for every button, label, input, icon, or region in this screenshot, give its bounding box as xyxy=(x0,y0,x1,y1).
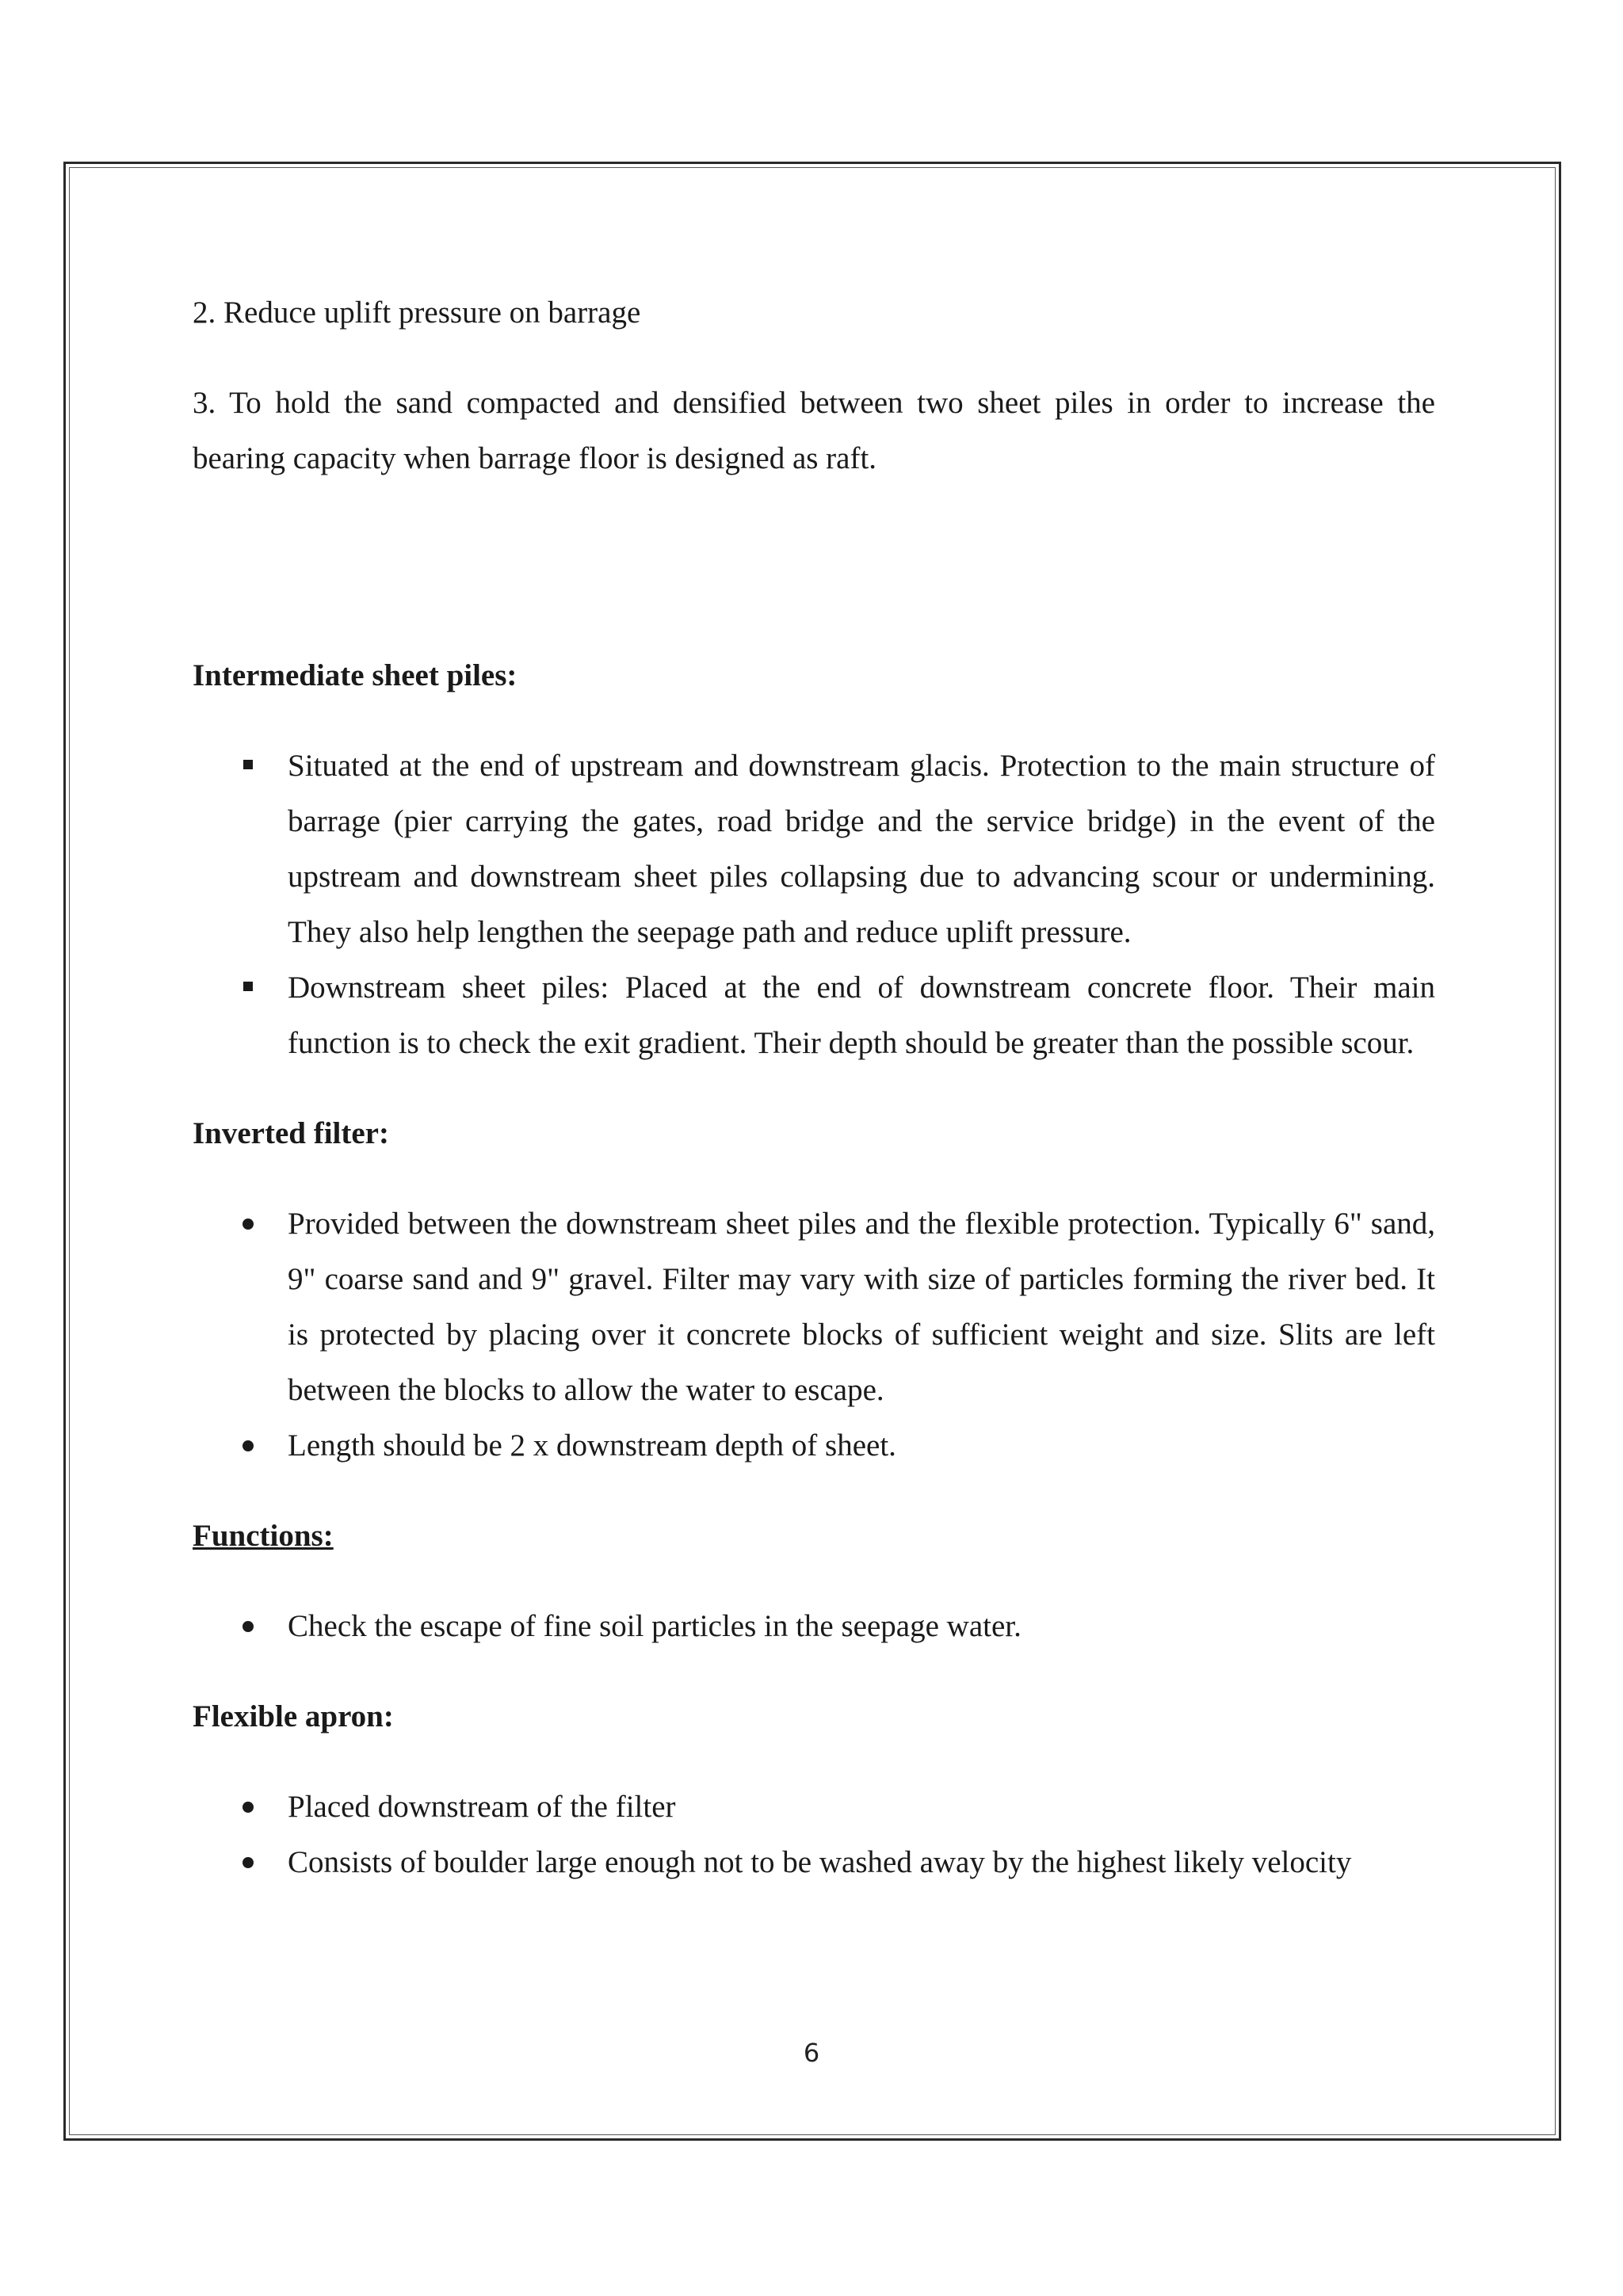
inverted-filter-list xyxy=(193,1196,1435,1474)
list-item: Length should be 2 x downstream depth of sheet. xyxy=(288,1428,896,1463)
heading-flexible-apron: Flexible apron: xyxy=(193,1699,394,1733)
list-item: Consists of boulder large enough not to be washed away by the highest likely velocity xyxy=(288,1845,1352,1879)
heading-inverted-filter: Inverted filter: xyxy=(193,1116,389,1150)
list-item: Downstream sheet piles: Placed at the end of downstream concrete floor. Their main function is to check the exit gradient. Their depth should be greater than the possible scour. xyxy=(288,971,1435,1060)
document-body xyxy=(193,285,1435,1925)
list-item: Provided between the downstream sheet piles and the flexible protection. Typically 6" sand, 9" coarse sand and 9" gravel. Filter may vary with size of particles forming the river bed. It is protected by placing over it concrete blocks of sufficient weight and size. Slits are left between the blocks to allow the water to escape. xyxy=(288,1207,1435,1407)
list-item: Check the escape of fine soil particles in the seepage water. xyxy=(288,1609,1022,1643)
numbered-item-3: 3. To hold the sand compacted and densified between two sheet piles in order to increase the bearing capacity when barrage floor is designed as raft. xyxy=(193,386,1435,475)
flexible-apron-list xyxy=(193,1779,1435,1890)
intermediate-sheet-piles-list xyxy=(193,738,1435,1071)
list-item: Situated at the end of upstream and downstream glacis. Protection to the main structure of barrage (pier carrying the gates, road bridge and the service bridge) in the event of the upstream and downstream sheet piles collapsing due to advancing scour or undermining. They also help lengthen the seepage path and reduce uplift pressure. xyxy=(288,749,1435,949)
page-number: 6 xyxy=(803,2038,820,2068)
functions-list xyxy=(193,1599,1435,1654)
heading-functions: Functions: xyxy=(193,1519,334,1553)
list-item: Placed downstream of the filter xyxy=(288,1790,676,1824)
numbered-item-2: 2. Reduce uplift pressure on barrage xyxy=(193,296,641,330)
heading-intermediate-sheet-piles: Intermediate sheet piles: xyxy=(193,658,517,692)
